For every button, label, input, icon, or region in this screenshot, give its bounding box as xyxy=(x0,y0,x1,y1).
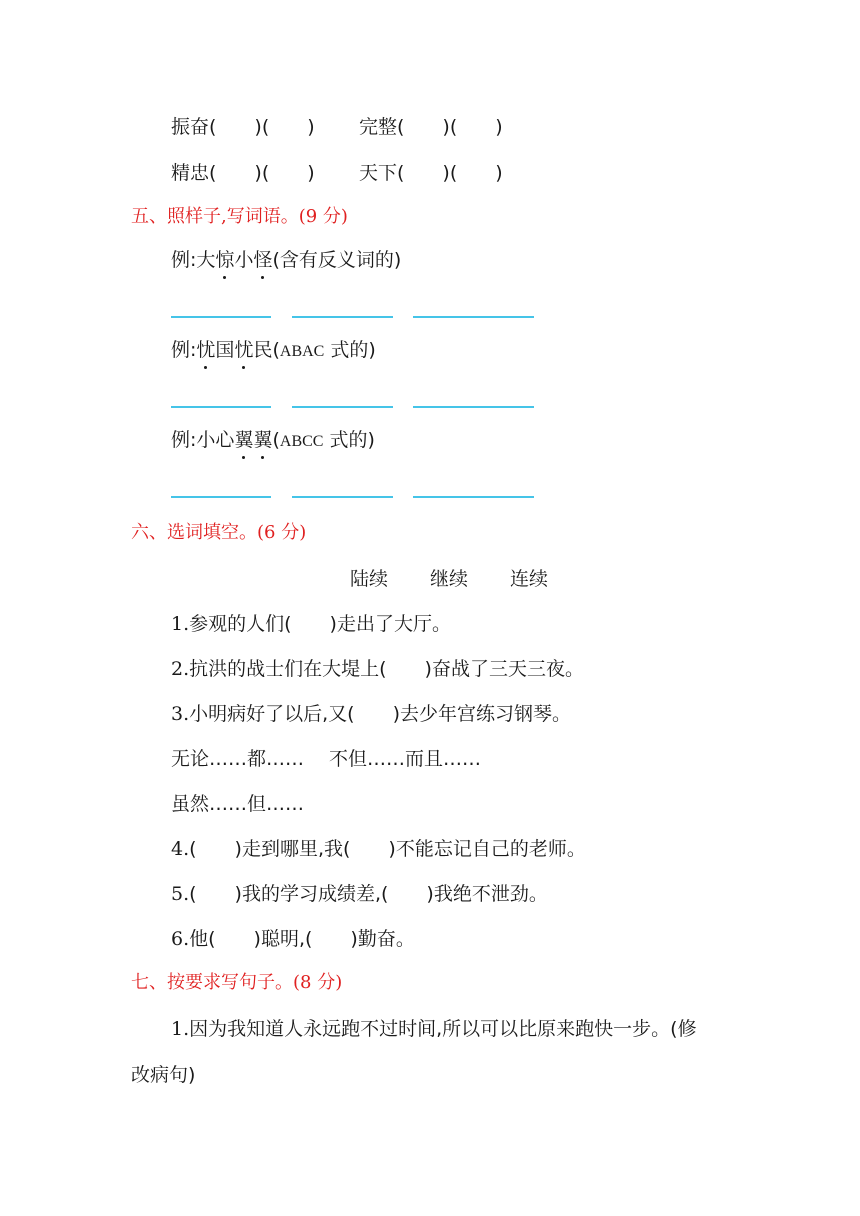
example-paren: ( xyxy=(272,339,280,361)
example-pattern: ABAC xyxy=(279,343,325,360)
question-item-3 xyxy=(171,701,571,727)
item-text: 参观的人们( )走出了大厅。 xyxy=(189,613,451,635)
example-char-dotted: 忧 xyxy=(196,339,216,361)
answer-line[interactable] xyxy=(171,406,271,408)
item-number: 3. xyxy=(171,703,190,725)
answer-line[interactable] xyxy=(171,496,271,498)
answer-line[interactable] xyxy=(292,496,393,498)
item-text: 他( )聪明,( )勤奋。 xyxy=(189,928,415,950)
answer-line[interactable] xyxy=(413,316,534,318)
example-char: 小 xyxy=(234,249,254,271)
item-number: 4. xyxy=(171,838,190,860)
item-number: 1. xyxy=(171,613,190,635)
word-choice-1: 陆续 xyxy=(350,568,389,590)
example-char: 大 xyxy=(196,249,216,271)
example-char: 国 xyxy=(215,339,235,361)
example-char-dotted: 翼 xyxy=(253,429,273,451)
item-number: 1. xyxy=(171,1018,190,1040)
q4-row-2-a: 精忠( )( ) xyxy=(171,162,315,184)
conjunction-choices-2: 虽然……但…… xyxy=(171,793,305,815)
answer-line[interactable] xyxy=(413,406,534,408)
item-number: 2. xyxy=(171,658,190,680)
example-3 xyxy=(171,427,375,455)
question-item-1 xyxy=(171,611,451,637)
item-text: ( )我的学习成绩差,( )我绝不泄劲。 xyxy=(189,883,548,905)
example-char: 民 xyxy=(253,339,273,361)
example-char-dotted: 惊 xyxy=(215,249,235,271)
question-item-4 xyxy=(171,836,586,862)
example-char: 小 xyxy=(196,429,216,451)
example-prefix: 例: xyxy=(171,249,197,271)
q4-row-1-b: 完整( )( ) xyxy=(359,116,503,138)
section-5-heading: 五、照样子,写词语。(9 分) xyxy=(131,206,348,227)
example-note: 式的) xyxy=(324,339,376,361)
question-item-6 xyxy=(171,926,415,952)
conjunction-choices-1: 无论……都…… 不但……而且…… xyxy=(171,748,482,770)
question-item-2 xyxy=(171,656,584,682)
item-text: 抗洪的战士们在大堤上( )奋战了三天三夜。 xyxy=(189,658,584,680)
word-choice-2: 继续 xyxy=(430,568,469,590)
example-2 xyxy=(171,337,376,365)
example-char-dotted: 怪 xyxy=(253,249,273,271)
answer-line[interactable] xyxy=(292,406,393,408)
q4-row-2-b: 天下( )( ) xyxy=(359,162,503,184)
item-text: 因为我知道人永远跑不过时间,所以可以比原来跑快一步。(修 xyxy=(189,1018,697,1040)
item-number: 6. xyxy=(171,928,190,950)
example-prefix: 例: xyxy=(171,429,197,451)
q4-row-1-a: 振奋( )( ) xyxy=(171,116,315,138)
question-item-7-1-continued: 改病句) xyxy=(131,1064,196,1086)
example-char-dotted: 翼 xyxy=(234,429,254,451)
example-pattern: ABCC xyxy=(279,433,324,450)
example-paren: ( xyxy=(272,429,280,451)
item-text: 小明病好了以后,又( )去少年宫练习钢琴。 xyxy=(189,703,572,725)
word-choice-3: 连续 xyxy=(510,568,549,590)
section-6-heading: 六、选词填空。(6 分) xyxy=(131,522,307,543)
example-1 xyxy=(171,247,401,273)
section-7-heading: 七、按要求写句子。(8 分) xyxy=(131,972,343,993)
answer-line[interactable] xyxy=(292,316,393,318)
example-note: 式的) xyxy=(323,429,375,451)
example-prefix: 例: xyxy=(171,339,197,361)
item-text: ( )走到哪里,我( )不能忘记自己的老师。 xyxy=(189,838,586,860)
question-item-7-1 xyxy=(171,1016,697,1042)
example-note: (含有反义词的) xyxy=(272,249,402,271)
answer-line[interactable] xyxy=(171,316,271,318)
example-char-dotted: 忧 xyxy=(234,339,254,361)
question-item-5 xyxy=(171,881,548,907)
item-number: 5. xyxy=(171,883,190,905)
example-char: 心 xyxy=(215,429,235,451)
answer-line[interactable] xyxy=(413,496,534,498)
